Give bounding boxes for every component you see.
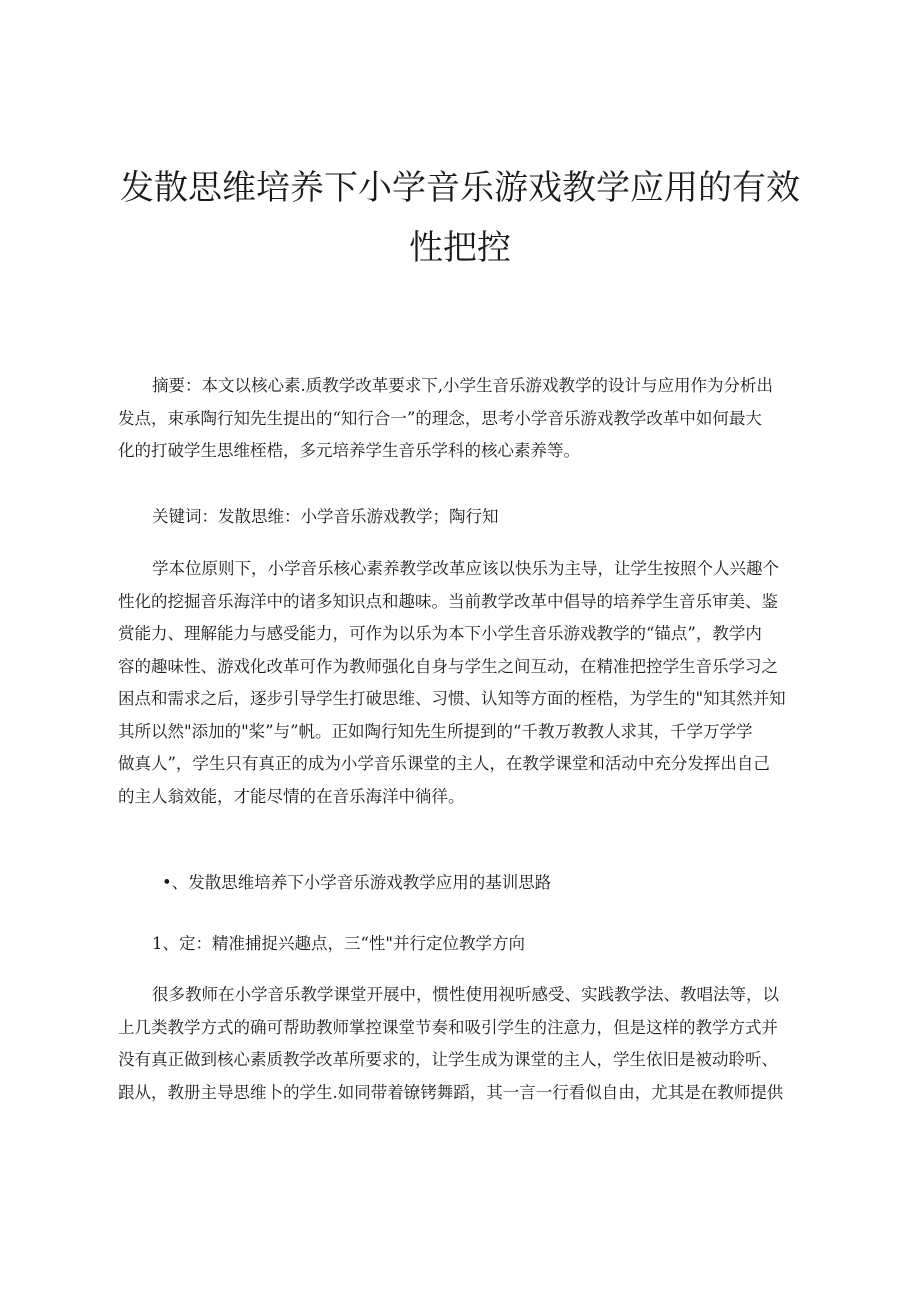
abstract-line: 摘要：本文以核心素.质教学改革要求下,小学生音乐游戏教学的设计与应用作为分析出 [152, 376, 773, 395]
subsection-heading: 1、定：精准捕捉兴趣点，三“性"并行定位教学方向 [152, 934, 526, 953]
intro-line: 性化的挖掘音乐海洋中的诸多知识点和趣味。当前教学改革中倡导的培养学生音乐审美、鉴 [118, 591, 778, 611]
title-line-1: 发散思维培养下小学音乐游戏教学应用的有效 [120, 168, 800, 208]
intro-line: 做真人”，学生只有真正的成为小学音乐课堂的主人，在教学课堂和活动中充分发挥出自己 [118, 754, 770, 773]
section-heading: •、发散思维培养下小学音乐游戏教学应用的基训思路 [162, 873, 552, 892]
body-line: 很多教师在小学音乐教学课堂开展中，惯性使用视听感受、实践教学法、教唱法等，以 [152, 985, 779, 1004]
keywords-line: 关键词：发散思维：小学音乐游戏教学；陶行知 [152, 507, 499, 526]
intro-line: 其所以然"添加的"桨”与”帆。正如陶行知先生所提到的“千教万教教人求其，千学万学学 [118, 721, 753, 741]
intro-line: 的主人翁效能，才能尽情的在音乐海洋中徜徉。 [118, 786, 465, 806]
title-line-2: 性把控 [409, 228, 511, 268]
intro-line: 困点和需求之后，逐步引导学生打破思维、习惯、认知等方面的桎梏，为学生的"知其然并知 [118, 689, 786, 708]
intro-line: 学本位原则下，小学音乐核心素养教学改革应该以快乐为主导，让学生按照个人兴趣个 [152, 559, 779, 578]
body-line: 上几类教学方式的确可帮助教师掌控课堂节奏和吸引学生的注意力，但是这样的教学方式并 [118, 1017, 778, 1037]
body-line: 没有真正做到核心素质教学改革所要求的，让学生成为课堂的主人，学生依旧是被动聆听、 [118, 1050, 778, 1069]
intro-line: 容的趣味性、游戏化改革可作为教师强化自身与学生之间互动，在精准把控学生音乐学习之 [118, 656, 778, 676]
body-paragraph [118, 979, 808, 1109]
document-title [100, 158, 820, 278]
body-line: 跟从，教册主导思维卜的学生.如同带着镣铐舞蹈，其一言一行看似自由，尤其是在教师提供 [118, 1082, 784, 1102]
intro-line: 赏能力、理解能力与感受能力，可作为以乐为本下小学生音乐游戏教学的“锚点”，教学内 [118, 624, 762, 643]
abstract-paragraph [118, 370, 808, 468]
abstract-line: 化的打破学生思维桎梏，多元培养学生音乐学科的核心素养等。 [118, 441, 580, 460]
abstract-line: 发点，束承陶行知先生提出的“知行合一”的理念，思考小学音乐游戏教学改革中如何最大 [118, 408, 762, 428]
intro-paragraph [118, 553, 808, 813]
